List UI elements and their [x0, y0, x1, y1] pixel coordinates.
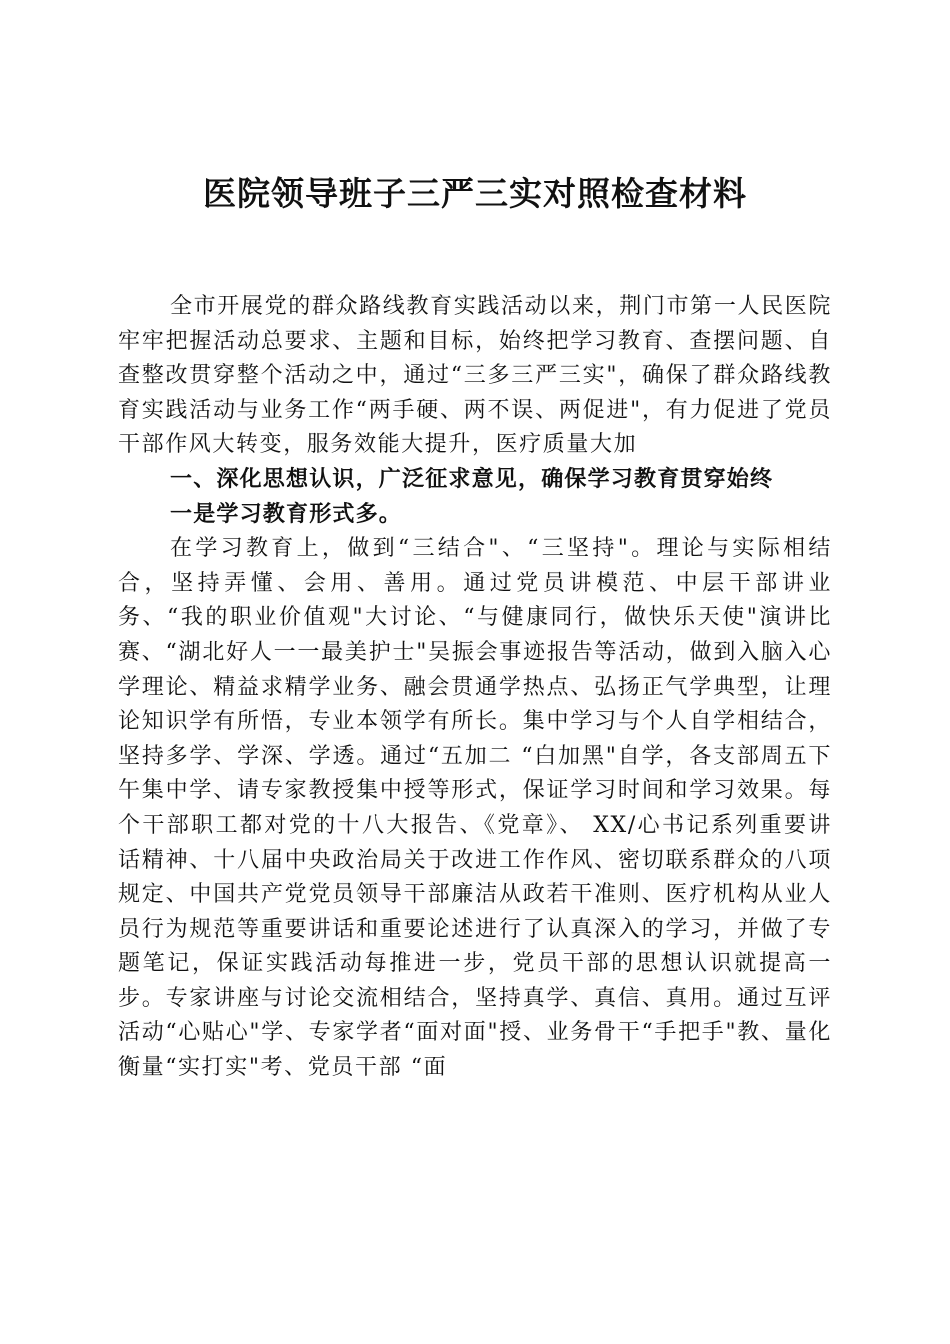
body-paragraph: 在学习教育上，做到“三结合"、“三坚持"。理论与实际相结合，坚持弄懂、会用、善用。通过党员讲模范、中层干部讲业务、“我的职业价值观"大讨论、“与健康同行，做快乐天使"演讲比赛、“湖北好人一一最美护士"吴振会事迹报告等活动，做到入脑入心学理论、精益求精学业务、融会贯通学热点、弘扬正气学典型，让理论知识学有所悟，专业本领学有所长。集中学习与个人自学相结合，坚持多学、学深、学透。通过“五加二 “白加黑"自学，各支部周五下午集中学、请专家教授集中授等形式，保证学习时间和学习效果。每个干部职工都对党的十八大报告、《党章》、 XX/心书记系列重要讲话精神、十八届中央政治局关于改进工作作风、密切联系群众的八项规定、中国共产党党员领导干部廉洁从政若干准则、医疗机构从业人员行为规范等重要讲话和重要论述进行了认真深入的学习，并做了专题笔记，保证实践活动每推进一步，党员干部的思想认识就提高一步。专家讲座与讨论交流相结合，坚持真学、真信、真用。通过互评活动“心贴心"学、专家学者“面对面"授、业务骨干“手把手"教、量化衡量“实打实"考、党员干部 “面 — [118, 536, 832, 1081]
document-title: 医院领导班子三严三实对照检查材料 — [203, 174, 747, 213]
subsection-heading-1: 一是学习教育形式多。 — [170, 501, 403, 527]
document-body — [118, 290, 832, 1086]
section-heading-1: 一、深化思想认识，广泛征求意见，确保学习教育贯穿始终 — [170, 466, 774, 492]
intro-paragraph: 全市开展党的群众路线教育实践活动以来，荆门市第一人民医院牢牢把握活动总要求、主题和目标，始终把学习教育、查摆问题、自查整改贯穿整个活动之中，通过“三多三严三实"，确保了群众路线教育实践活动与业务工作“两手硬、两不误、两促进"，有力促进了党员干部作风大转变，服务效能大提升，医疗质量大加 — [118, 294, 832, 458]
